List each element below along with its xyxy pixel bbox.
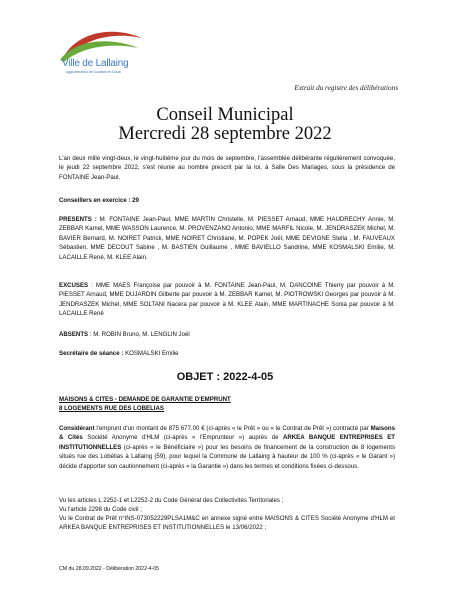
- intro-text: L'an deux mille vingt-deux, le vingt-huitième jour du mois de septembre, l'assemblée délibérante régulièrement convoquée, le jeudi 22 septembre 2022, s'est réunie au nombre prescrit par la loi, à Salle Des Mariages, sous la présidence de FONTAINE Jean-Paul.: [59, 155, 395, 181]
- secretaire-text: KOSMALSKI Emilie: [123, 350, 179, 357]
- considerant-bold-1: Maisons & Cités: [59, 425, 395, 442]
- conseillers-count: Conseillers en exercice : 29: [59, 197, 139, 204]
- intro-paragraph: [59, 154, 395, 182]
- vu-1: Vu les articles L 2252-1 et L2252-2 du Code Général des Collectivités Territoriales ;: [59, 497, 284, 504]
- secretaire-label: Secrétaire de séance :: [59, 350, 124, 357]
- presents-paragraph: [59, 215, 395, 262]
- meeting-date: Mercredi 28 septembre 2022: [118, 124, 332, 144]
- absents-label: ABSENTS: [59, 331, 89, 338]
- objet-heading: OBJET : 2022-4-05: [176, 371, 274, 383]
- considerant-text-1: l'emprunt d'un montant de 875 677.00 € (ci-après « le Prêt » ou « le Contrat de Prêt ») contracté par: [94, 425, 371, 432]
- vus-paragraph: [59, 496, 395, 532]
- considerant-paragraph: [59, 424, 395, 471]
- absents-text: : M. ROBIN Bruno, M. LENGLIN Joël: [88, 331, 190, 338]
- subject-heading: [59, 396, 395, 413]
- excuses-paragraph: [59, 281, 395, 319]
- subject-line-1: MAISONS & CITES - DEMANDE DE GARANTIE D'EMPRUNT: [59, 396, 231, 403]
- excuses-text: : MME MAES Françoise par pouvoir à M. FONTAINE Jean-Paul, M. DANCOINE Thierry par pouvoir à M. PIESSET Arnaud, MME DUJARDIN Gilberte par pouvoir à M. ZEBBAR Kamel, M. PIOTROWSKI Georges par pouvoir à M. JENDRASZEK Michel, MME SOLTANI Nacera par pouvoir à M. KLEE Alain, MME MARTINACHE Sonia par pouvoir à M. LACAILLE René: [59, 282, 395, 318]
- logo-subtext: Agglomération de Douaisis en Douai: [66, 70, 122, 74]
- considerant-label: Considérant: [59, 425, 95, 432]
- considerant-text-3: (ci-après « le Bénéficiaire ») pour les besoins de financement de la construction de 8 logements situés rue des Lobélias à Lallaing (59), pour lequel la Commune de Lallaing à hauteur de 100 % (ci-après « le Garant ») décide d'apporter son cautionnement (ci-après « la Garantie ») dans les termes et conditions fixées ci-dessous.: [59, 443, 395, 470]
- extract-label: Extrait du registre des délibérations: [294, 84, 398, 92]
- presents-text: M. FONTAINE Jean-Paul, MME MARTIN Christelle, M. PIESSET Arnaud, MME HAUDRECHY Annie, M. ZEBBAR Kamel, MME WASSON Laurence, M. PROVENZANO Antonio, MME MARFIL Nicole, M. JENDRASZEK Michel, M. BAVIER Bernard, M. NOIRET Patrick, MME NOIRET Christiane, M. POPEK Joël, MME DEVIGNE Stella , M. FAUVEAUX Sébastien, MME DECOUT Sabine , M. BASTIEN Guillaume , MME BAVIELLO Sandrine, MME KOSMALSKI Emilie, M. LACAILLE René, M. KLEE Alain.: [59, 216, 395, 261]
- excuses-label: EXCUSES: [59, 282, 89, 289]
- presents-label: PRESENTS :: [59, 216, 97, 223]
- absents-paragraph: [59, 330, 395, 339]
- logo-text: Ville de Lallaing: [62, 58, 129, 69]
- page-title: Conseil Municipal: [156, 105, 294, 125]
- considerant-bold-2: ARKEA BANQUE ENTREPRISES ET INSTITUTIONNELLES: [59, 434, 396, 451]
- vu-2: Vu l'article 2298 du Code civil ;: [59, 506, 142, 513]
- considerant-text-2: Société Anonyme d'HLM (ci-après « l'Emprunteur ») auprès de: [82, 434, 283, 442]
- footer-text: CM du 28.09.2022 - Délibération 2022-4-05: [59, 566, 160, 572]
- secretaire-paragraph: [59, 349, 395, 358]
- vu-3: Vu le Contrat de Prêt n°INS-073052229PLSA1M&C en annexe signé entre MAISONS & CITES Société Anonyme d'HLM et ARKEA BANQUE ENTREPRISES ET INSTITUTIONNELLES le 13/06/2022 ;: [59, 515, 395, 531]
- subject-line-2: 8 LOGEMENTS RUE DES LOBELIAS: [59, 404, 164, 412]
